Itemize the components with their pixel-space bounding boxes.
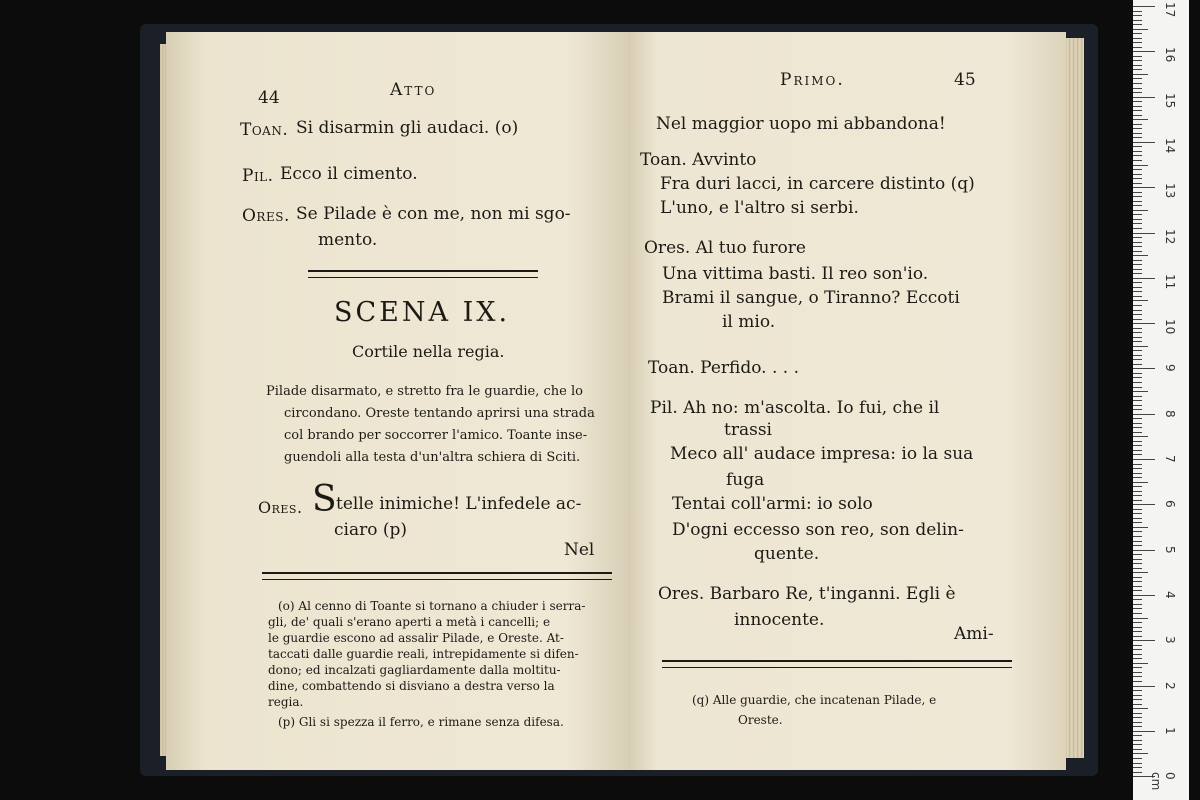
footnote-line: Oreste. [738, 713, 783, 727]
ruler-tick [1133, 414, 1155, 415]
ruler-tick [1133, 387, 1142, 388]
ruler-tick [1133, 219, 1142, 220]
ruler-tick [1133, 300, 1148, 301]
ruler-tick [1133, 495, 1142, 496]
verse-line: Ecco il cimento. [280, 164, 418, 184]
ruler-tick [1133, 735, 1142, 736]
ruler-tick [1133, 65, 1142, 66]
ruler-tick [1133, 554, 1142, 555]
footnote-line: taccati dalle guardie reali, intrepidamente si difen- [268, 647, 579, 661]
ruler-tick [1133, 368, 1155, 369]
ruler-number: 6 [1163, 500, 1177, 508]
verse-line: Fra duri lacci, in carcere distinto (q) [660, 174, 975, 194]
ruler-tick [1133, 110, 1142, 111]
ruler-tick [1133, 672, 1142, 673]
ruler-tick [1133, 214, 1142, 215]
ruler-tick [1133, 427, 1142, 428]
ruler-tick [1133, 24, 1142, 25]
ruler-tick [1133, 618, 1148, 619]
footnote-line: le guardie escono ad assalir Pilade, e Oreste. At- [268, 631, 564, 645]
page-number: 45 [954, 70, 976, 90]
ruler-number: 8 [1163, 409, 1177, 418]
ruler-tick [1133, 445, 1142, 446]
ruler-tick [1133, 346, 1148, 347]
footnote-line: regia. [268, 695, 304, 709]
ruler-tick [1133, 305, 1142, 306]
ruler-number: 10 [1163, 319, 1177, 335]
ruler-tick [1133, 115, 1142, 116]
right-page [628, 32, 1066, 770]
ruler-tick [1133, 187, 1155, 188]
verse-line: fuga [726, 470, 765, 490]
speaker: Ores. [242, 206, 290, 226]
ruler-tick [1133, 749, 1142, 750]
section-rule [308, 270, 538, 278]
verse-line: Toan. Avvinto [640, 150, 757, 170]
ruler-tick [1133, 599, 1142, 600]
verse-line: Ores. Barbaro Re, t'inganni. Egli è [658, 584, 956, 604]
ruler-tick [1133, 210, 1148, 211]
ruler-tick [1133, 78, 1142, 79]
ruler-tick [1133, 545, 1142, 546]
ruler-tick [1133, 246, 1142, 247]
ruler-tick [1133, 722, 1142, 723]
running-head: Atto [390, 80, 437, 100]
ruler-tick [1133, 586, 1142, 587]
ruler-tick [1133, 296, 1142, 297]
drop-cap: S [312, 479, 337, 520]
ruler-tick [1133, 486, 1142, 487]
ruler-tick [1133, 287, 1142, 288]
stage-direction: guendoli alla testa d'un'altra schiera di Sciti. [284, 450, 581, 465]
ruler-number: 11 [1163, 273, 1177, 290]
ruler-tick [1133, 15, 1142, 16]
ruler-tick [1133, 509, 1142, 510]
ruler-tick [1133, 418, 1142, 419]
ruler-tick [1133, 56, 1142, 57]
ruler-tick [1133, 341, 1142, 342]
ruler-tick [1133, 119, 1148, 120]
ruler-tick [1133, 42, 1142, 43]
ruler-tick [1133, 473, 1142, 474]
ruler-tick [1133, 536, 1142, 537]
left-page [166, 32, 628, 770]
footnote-line: dono; ed incalzati gagliardamente dalla moltitu- [268, 663, 561, 677]
ruler-tick [1133, 350, 1142, 351]
ruler-tick [1133, 359, 1142, 360]
ruler-tick [1133, 74, 1148, 75]
ruler-tick [1133, 337, 1142, 338]
ruler-tick [1133, 174, 1142, 175]
ruler-tick [1133, 269, 1142, 270]
ruler-tick [1133, 604, 1142, 605]
ruler-tick [1133, 133, 1142, 134]
ruler-tick [1133, 106, 1142, 107]
ruler-tick [1133, 355, 1142, 356]
footnote-rule [662, 660, 1012, 668]
verse-line: Nel maggior uopo mi abbandona! [656, 114, 946, 134]
ruler-tick [1133, 29, 1148, 30]
ruler-tick [1133, 704, 1142, 705]
ruler-tick [1133, 137, 1142, 138]
ruler-number: 3 [1163, 636, 1177, 644]
ruler-tick [1133, 459, 1155, 460]
ruler-tick [1133, 205, 1142, 206]
ruler-tick [1133, 278, 1155, 279]
stage-direction: circondano. Oreste tentando aprirsi una strada [284, 406, 595, 421]
ruler-tick [1133, 491, 1142, 492]
ruler-tick [1133, 772, 1142, 773]
verse-line: Se Pilade è con me, non mi sgo- [296, 204, 571, 224]
footnote-line: dine, combattendo si disviano a destra verso la [268, 679, 555, 693]
stage-direction: col brando per soccorrer l'amico. Toante inse- [284, 428, 588, 443]
ruler-tick [1133, 681, 1142, 682]
footnote-line: (p) Gli si spezza il ferro, e rimane senza difesa. [278, 715, 564, 729]
verse-line: Toan. Perfido. . . . [648, 358, 799, 378]
ruler-tick [1133, 590, 1142, 591]
ruler-tick [1133, 753, 1148, 754]
ruler-tick [1133, 559, 1142, 560]
ruler-tick [1133, 731, 1155, 732]
ruler-tick [1133, 640, 1155, 641]
ruler-tick [1133, 92, 1142, 93]
footnote-rule [262, 572, 612, 580]
ruler-tick [1133, 695, 1142, 696]
verse-line: ciaro (p) [334, 520, 408, 540]
ruler-tick [1133, 88, 1142, 89]
verse-line: il mio. [722, 312, 776, 332]
verse-line: Una vittima basti. Il reo son'io. [662, 264, 929, 284]
ruler-tick [1133, 568, 1142, 569]
verse-line: Meco all' audace impresa: io la sua [670, 444, 974, 464]
ruler-number: 0 cm [1149, 772, 1177, 791]
verse-line: L'uno, e l'altro si serbi. [660, 198, 859, 218]
ruler-tick [1133, 527, 1148, 528]
speaker: Pil. [242, 166, 274, 186]
ruler-tick [1133, 155, 1142, 156]
ruler-tick [1133, 400, 1142, 401]
verse-line: Si disarmin gli audaci. (o) [296, 118, 519, 138]
catchword: Ami- [954, 624, 994, 644]
ruler-tick [1133, 20, 1142, 21]
ruler-tick [1133, 744, 1142, 745]
ruler-tick [1133, 33, 1142, 34]
ruler-tick [1133, 382, 1142, 383]
ruler-tick [1133, 531, 1142, 532]
ruler-tick [1133, 649, 1142, 650]
ruler-tick [1133, 242, 1142, 243]
verse-line: Tentai coll'armi: io solo [672, 494, 873, 514]
ruler-tick [1133, 608, 1142, 609]
ruler-tick [1133, 201, 1142, 202]
speaker: Ores. [258, 498, 303, 517]
ruler-tick [1133, 310, 1142, 311]
ruler-tick [1133, 636, 1142, 637]
ruler-tick [1133, 223, 1142, 224]
ruler-tick [1133, 323, 1155, 324]
ruler-tick [1133, 38, 1142, 39]
ruler-tick [1133, 260, 1142, 261]
verse-line: Pil. Ah no: m'ascolta. Io fui, che il [650, 398, 940, 418]
ruler-tick [1133, 332, 1142, 333]
ruler-tick [1133, 654, 1142, 655]
ruler-tick [1133, 454, 1142, 455]
verse-line: telle inimiche! L'infedele ac- [336, 494, 582, 514]
ruler-tick [1133, 432, 1142, 433]
ruler-tick [1133, 151, 1142, 152]
ruler-tick [1133, 441, 1142, 442]
verse-line: innocente. [734, 610, 825, 630]
ruler-tick [1133, 124, 1142, 125]
ruler-tick [1133, 717, 1142, 718]
ruler-number: 14 [1163, 137, 1177, 154]
ruler-number: 5 [1163, 545, 1177, 554]
ruler-tick [1133, 518, 1142, 519]
ruler-tick [1133, 663, 1148, 664]
ruler-tick [1133, 581, 1142, 582]
ruler-number: 7 [1163, 455, 1177, 463]
ruler-tick [1133, 228, 1142, 229]
ruler-tick [1133, 11, 1142, 12]
footnote-line: gli, de' quali s'erano aperti a metà i cancelli; e [268, 615, 551, 629]
ruler-tick [1133, 482, 1148, 483]
scene-setting: Cortile nella regia. [352, 342, 505, 361]
ruler-number: 9 [1163, 364, 1177, 373]
ruler-tick [1133, 396, 1142, 397]
ruler-tick [1133, 513, 1142, 514]
ruler-number: 17 [1163, 2, 1177, 18]
ruler-tick [1133, 97, 1155, 98]
running-head: Primo. [780, 70, 845, 90]
ruler-tick [1133, 758, 1142, 759]
ruler-tick [1133, 60, 1142, 61]
page-number: 44 [258, 88, 280, 108]
ruler-tick [1133, 676, 1142, 677]
ruler-tick [1133, 319, 1142, 320]
catchword: Nel [564, 540, 595, 560]
ruler-tick [1133, 178, 1142, 179]
footnote-line: (o) Al cenno di Toante si tornano a chiuder i serra- [278, 599, 586, 613]
ruler-tick [1133, 6, 1155, 7]
verse-line: D'ogni eccesso son reo, son delin- [672, 520, 964, 540]
ruler-tick [1133, 314, 1142, 315]
ruler-number: 12 [1163, 228, 1177, 244]
ruler-tick [1133, 522, 1142, 523]
ruler-tick [1133, 291, 1142, 292]
ruler-tick [1133, 667, 1142, 668]
ruler-tick [1133, 622, 1142, 623]
ruler-tick [1133, 613, 1142, 614]
ruler-tick [1133, 763, 1142, 764]
ruler-number: 4 [1163, 590, 1177, 599]
ruler-tick [1133, 550, 1155, 551]
ruler-tick [1133, 51, 1155, 52]
speaker: Toan. [240, 120, 289, 140]
ruler-tick [1133, 690, 1142, 691]
ruler-tick [1133, 233, 1155, 234]
ruler-tick [1133, 237, 1142, 238]
stage-direction: Pilade disarmato, e stretto fra le guardie, che lo [266, 384, 583, 399]
ruler-tick [1133, 255, 1148, 256]
verse-line: mento. [318, 230, 378, 250]
ruler-tick [1133, 391, 1148, 392]
ruler-tick [1133, 196, 1142, 197]
ruler-tick [1133, 577, 1142, 578]
ruler-tick [1133, 504, 1155, 505]
ruler-tick [1133, 69, 1142, 70]
ruler-number: 1 [1163, 726, 1177, 735]
ruler-tick [1133, 631, 1142, 632]
ruler-number: 16 [1163, 47, 1177, 63]
ruler-tick [1133, 572, 1148, 573]
ruler-tick [1133, 464, 1142, 465]
ruler-tick [1133, 160, 1142, 161]
ruler-tick [1133, 142, 1155, 143]
ruler-tick [1133, 183, 1142, 184]
ruler-tick [1133, 423, 1142, 424]
ruler-tick [1133, 328, 1142, 329]
ruler-tick [1133, 708, 1148, 709]
ruler-tick [1133, 699, 1142, 700]
ruler-tick [1133, 364, 1142, 365]
ruler-tick [1133, 47, 1142, 48]
ruler-tick [1133, 563, 1142, 564]
ruler-tick [1133, 740, 1142, 741]
ruler-tick [1133, 373, 1142, 374]
ruler-tick [1133, 128, 1142, 129]
ruler-number: 13 [1163, 183, 1177, 199]
ruler-tick [1133, 595, 1155, 596]
ruler-tick [1133, 377, 1142, 378]
ruler-tick [1133, 645, 1142, 646]
ruler-tick [1133, 101, 1142, 102]
ruler-tick [1133, 282, 1142, 283]
ruler-number: 15 [1163, 92, 1177, 108]
ruler-tick [1133, 83, 1142, 84]
verse-line: Brami il sangue, o Tiranno? Eccoti [662, 288, 960, 308]
ruler-tick [1133, 251, 1142, 252]
ruler-tick [1133, 146, 1142, 147]
verse-line: Ores. Al tuo furore [644, 238, 806, 258]
ruler-tick [1133, 713, 1142, 714]
ruler-tick [1133, 767, 1142, 768]
ruler-number: 2 [1163, 681, 1177, 690]
ruler-tick [1133, 264, 1142, 265]
verse-line: trassi [724, 420, 772, 440]
ruler-tick [1133, 450, 1142, 451]
ruler-tick [1133, 541, 1142, 542]
ruler-tick [1133, 477, 1142, 478]
ruler-tick [1133, 273, 1142, 274]
ruler-tick [1133, 405, 1142, 406]
ruler-tick [1133, 409, 1142, 410]
ruler-tick [1133, 165, 1148, 166]
ruler-tick [1133, 686, 1155, 687]
ruler-tick [1133, 726, 1142, 727]
verse-line: quente. [754, 544, 820, 564]
ruler-tick [1133, 658, 1142, 659]
measurement-ruler [1133, 0, 1189, 800]
ruler-tick [1133, 169, 1142, 170]
scene-title: SCENA IX. [334, 297, 511, 328]
ruler-tick [1133, 468, 1142, 469]
ruler-tick [1133, 436, 1148, 437]
footnote-line: (q) Alle guardie, che incatenan Pilade, e [692, 693, 937, 707]
ruler-tick [1133, 500, 1142, 501]
ruler-tick [1133, 192, 1142, 193]
ruler-tick [1133, 627, 1142, 628]
